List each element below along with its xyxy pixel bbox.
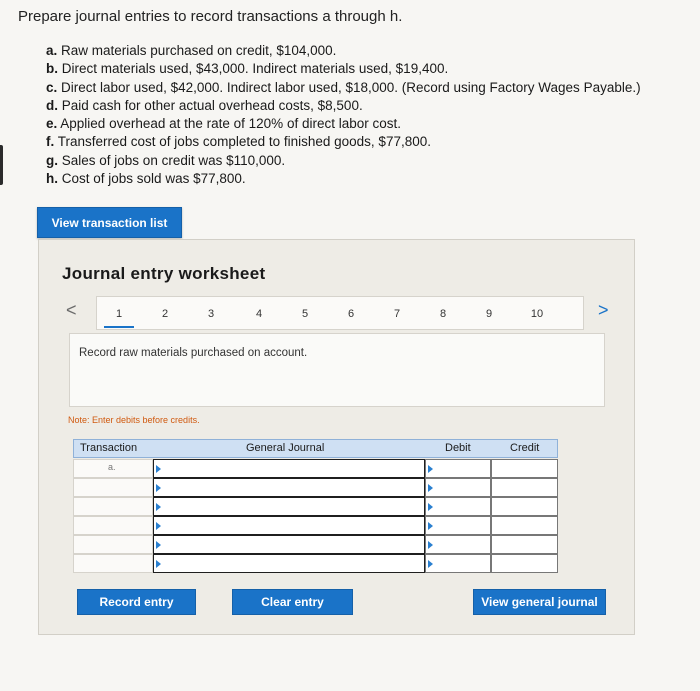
transaction-item-e: e. Applied overhead at the rate of 120% of direct labor cost. (46, 116, 401, 132)
transaction-item-d: d. Paid cash for other actual overhead costs, $8,500. (46, 97, 363, 113)
transaction-item-f: f. Transferred cost of jobs completed to finished goods, $77,800. (46, 134, 431, 150)
dropdown-caret-icon (428, 560, 433, 568)
journal-table-header (73, 439, 558, 458)
credit-input[interactable] (491, 535, 558, 554)
credit-input[interactable] (491, 459, 558, 478)
worksheet-title: Journal entry worksheet (62, 264, 266, 283)
general-journal-input[interactable] (153, 516, 425, 535)
tab-5[interactable]: 5 (301, 308, 309, 320)
header-transaction: Transaction (80, 442, 138, 454)
dropdown-caret-icon (156, 465, 161, 473)
dropdown-caret-icon (428, 503, 433, 511)
header-general-journal: General Journal (246, 442, 325, 454)
transaction-cell (73, 497, 153, 516)
view-transaction-list-button[interactable]: View transaction list (37, 207, 182, 238)
dropdown-caret-icon (428, 541, 433, 549)
view-general-journal-button[interactable]: View general journal (473, 589, 606, 615)
tab-2[interactable]: 2 (161, 308, 169, 320)
header-credit: Credit (510, 442, 540, 454)
general-journal-input[interactable] (153, 478, 425, 497)
table-row (73, 459, 558, 478)
note-text: Note: Enter debits before credits. (68, 415, 200, 425)
table-row (73, 516, 558, 535)
tab-1[interactable]: 1 (104, 302, 134, 328)
debit-input[interactable] (425, 497, 491, 516)
tab-3[interactable]: 3 (207, 308, 215, 320)
credit-input[interactable] (491, 497, 558, 516)
transaction-cell (73, 478, 153, 497)
debit-input[interactable] (425, 459, 491, 478)
transaction-item-a: a. Raw materials purchased on credit, $104,000. (46, 43, 337, 58)
general-journal-input[interactable] (153, 535, 425, 554)
general-journal-input[interactable] (153, 554, 425, 573)
debit-input[interactable] (425, 535, 491, 554)
prev-arrow-icon[interactable]: < (66, 300, 77, 320)
debit-input[interactable] (425, 478, 491, 497)
tab-4[interactable]: 4 (255, 308, 263, 320)
dropdown-caret-icon (156, 484, 161, 492)
table-row (73, 478, 558, 497)
instruction-box (69, 333, 605, 407)
general-journal-input[interactable] (153, 459, 425, 478)
page-title: Prepare journal entries to record transactions a through h. (18, 8, 403, 25)
clear-entry-button[interactable]: Clear entry (232, 589, 353, 615)
tab-6[interactable]: 6 (347, 308, 355, 320)
debit-input[interactable] (425, 516, 491, 535)
credit-input[interactable] (491, 516, 558, 535)
dropdown-caret-icon (156, 503, 161, 511)
transaction-cell (73, 516, 153, 535)
dropdown-caret-icon (428, 484, 433, 492)
transaction-cell (73, 554, 153, 573)
transaction-list (46, 42, 641, 188)
window-edge (0, 145, 3, 185)
dropdown-caret-icon (428, 465, 433, 473)
transaction-item-c: c. Direct labor used, $42,000. Indirect labor used, $18,000. (Record using Factory Wages Payable.) (46, 79, 641, 95)
transaction-cell: a. (73, 459, 153, 478)
dropdown-caret-icon (156, 560, 161, 568)
header-debit: Debit (445, 442, 471, 454)
table-row (73, 497, 558, 516)
tab-9[interactable]: 9 (485, 308, 493, 320)
dropdown-caret-icon (156, 541, 161, 549)
tab-10[interactable]: 10 (530, 308, 544, 320)
transaction-cell (73, 535, 153, 554)
dropdown-caret-icon (156, 522, 161, 530)
general-journal-input[interactable] (153, 497, 425, 516)
credit-input[interactable] (491, 554, 558, 573)
dropdown-caret-icon (428, 522, 433, 530)
transaction-item-g: g. Sales of jobs on credit was $110,000. (46, 152, 286, 168)
journal-table (73, 439, 558, 575)
tab-7[interactable]: 7 (393, 308, 401, 320)
transaction-item-b: b. Direct materials used, $43,000. Indirect materials used, $19,400. (46, 61, 449, 77)
instruction-text: Record raw materials purchased on account. (79, 347, 308, 359)
next-arrow-icon[interactable]: > (598, 300, 609, 320)
table-row (73, 554, 558, 573)
credit-input[interactable] (491, 478, 558, 497)
tab-8[interactable]: 8 (439, 308, 447, 320)
record-entry-button[interactable]: Record entry (77, 589, 196, 615)
debit-input[interactable] (425, 554, 491, 573)
transaction-item-h: h. Cost of jobs sold was $77,800. (46, 171, 246, 187)
table-row (73, 535, 558, 554)
